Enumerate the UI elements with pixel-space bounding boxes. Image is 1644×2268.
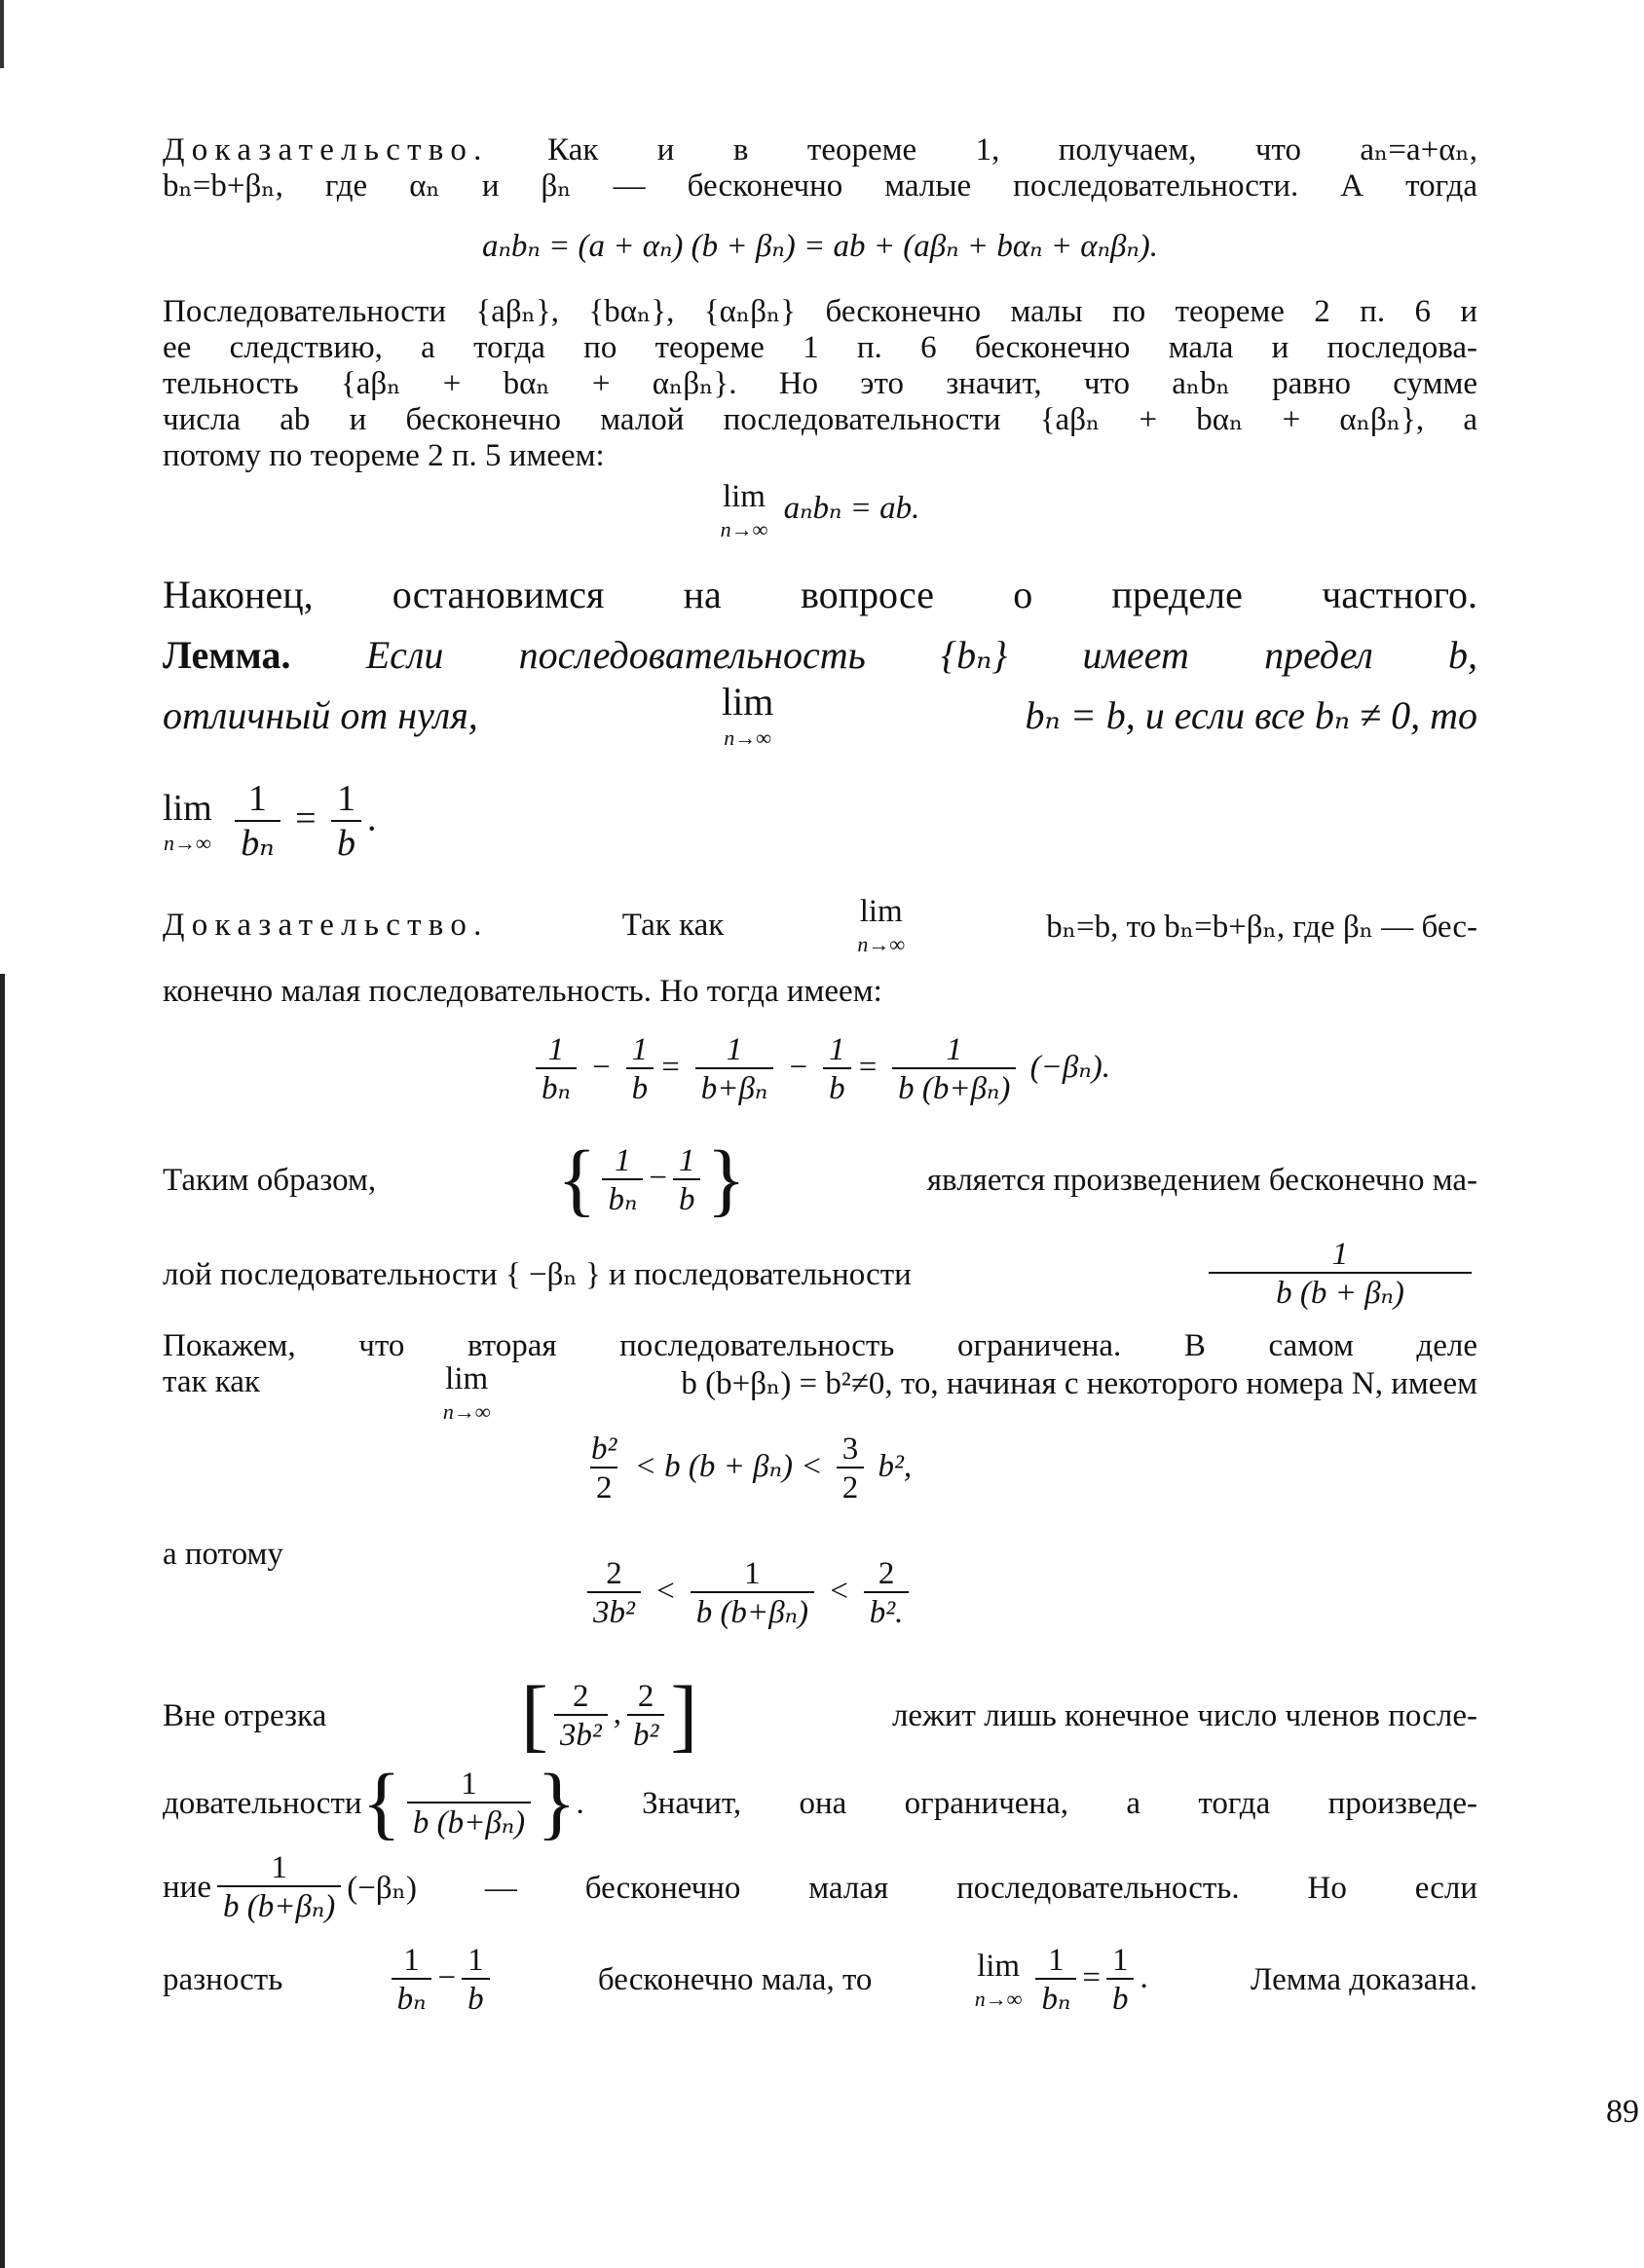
- equation-product: aₙbₙ = (a + αₙ) (b + βₙ) = ab + (aβₙ + bαₙ + αₙβₙ).: [481, 229, 1159, 264]
- proof1-paragraph: [163, 294, 1477, 474]
- equation-difference: $\frac{1}{\text{bₙ}}$ − $\frac{1}{b}$ = $\frac{1}{\text{b+βₙ}}$ − $\frac{1}{b}$ = $\frac{1}{\text{b (b+βₙ)}}$ (−βₙ).: [163, 1032, 1477, 1107]
- binding-mark: [0, 0, 4, 68]
- proof2-line1: Доказательство. Так как lim n→∞ bₙ=b, то bₙ=b+βₙ, где βₙ — бес-: [163, 894, 1477, 956]
- inequality-1: $\frac{\text{b²}}{2}$ < b (b + βₙ) < $\frac{3}{2}$ b²,: [591, 1431, 913, 1506]
- outside-segment-line: Вне отрезка [ $\frac{2}{\text{3b²}}$ , $\frac{2}{\text{b²}}$ ] лежит лишь конечное число членов после-: [163, 1670, 1477, 1761]
- lemma-line2: отличный от нуля, lim n→∞ bₙ = b, и если все bₙ ≠ 0, то: [163, 680, 1477, 750]
- lim-operator: lim n→∞: [974, 1948, 1023, 2011]
- paragraph-line: ее следствию, а тогда по теореме 1 п. 6 бесконечно мала и последова-: [163, 330, 1477, 365]
- paragraph-line: потому по теореме 2 п. 5 имеем:: [163, 438, 605, 473]
- lemma-block: [163, 625, 1478, 750]
- proof-label: Доказательство.: [163, 132, 489, 167]
- bounded-paragraph: Покажем, что вторая последовательность ограничена. В самом деле так как lim n→∞ b (b+βₙ) = b²≠0, то, начиная с некоторого номера N, имеем: [163, 1328, 1477, 1424]
- hence-label: а потому: [163, 1537, 283, 1572]
- lemma-label: Лемма.: [163, 633, 291, 677]
- paragraph-line: тельность {aβₙ + bαₙ + αₙβₙ}. Но это значит, что aₙbₙ равно сумме: [163, 366, 1477, 401]
- section-heading: Наконец, остановимся на вопросе о пределе частного.: [163, 573, 1477, 616]
- lim-operator: lim n→∞: [163, 787, 212, 855]
- proof1-block: [163, 132, 1477, 204]
- thus-line: Таким образом, { $\frac{1}{\text{bₙ}}$ − $\frac{1}{b}$ } является произведением бесконечно ма-: [163, 1134, 1477, 1225]
- fraction-one-over-b: $\frac{1}{b}$: [331, 779, 361, 865]
- product-line: ние $\frac{1}{\text{b (b+βₙ)}}$ (−βₙ) — бесконечно малая последовательность. Но если: [163, 1850, 1477, 1925]
- difference-line: разность $\frac{1}{\text{bₙ}}$ − $\frac{1}{b}$ бесконечно мала, то lim n→∞ $\frac{1}{\text{bₙ}}$ = $\frac{1}{b}$ . Лемма доказана.: [163, 1943, 1477, 2018]
- lemma-text: Если последовательность {bₙ} имеет предел b,: [365, 633, 1478, 677]
- bounded-seq-line: довательности { $\frac{1}{\text{b (b+βₙ)}}$ } . Значит, она ограничена, а тогда произведе-: [163, 1758, 1477, 1848]
- binding-line: [0, 974, 5, 2268]
- page-number: 89: [1606, 2094, 1639, 2130]
- paragraph-line: числа ab и бесконечно малой последовательности {aβₙ + bαₙ + αₙβₙ}, а: [163, 402, 1477, 437]
- inequality-2: $\frac{2}{\text{3b²}}$ < $\frac{1}{\text{b (b+βₙ)}}$ < $\frac{2}{\text{b².}}$: [163, 1556, 1477, 1631]
- lim-operator: lim n→∞: [721, 680, 774, 750]
- proof1-line1: [163, 132, 1477, 168]
- lemma-result: lim n→∞ $\frac{1}{\text{bₙ}}$ = $\frac{1}{b}$ .: [163, 778, 377, 864]
- equation-body: aₙbₙ = ab.: [783, 491, 920, 527]
- proof1-line1-text: Как и в теореме 1, получаем, что aₙ=a+αₙ,: [547, 132, 1478, 167]
- equation-limit-product: [163, 481, 1477, 540]
- lim-operator: lim n→∞: [442, 1361, 491, 1424]
- proof-label: Доказательство.: [163, 908, 489, 943]
- small-seq-line: лой последовательности { −βₙ } и последовательности $\frac{1}{\text{b (b + βₙ)}}$: [163, 1237, 1477, 1312]
- fraction-one-over-bn: $\frac{1}{\text{bₙ}}$: [235, 779, 280, 865]
- proof2-line2: конечно малая последовательность. Но тогда имеем:: [163, 974, 882, 1009]
- lim-operator: lim n→∞: [857, 894, 906, 956]
- lemma-proved: Лемма доказана.: [1251, 1961, 1477, 1997]
- paragraph-line: Последовательности {aβₙ}, {bαₙ}, {αₙβₙ} бесконечно малы по теореме 2 п. 6 и: [163, 294, 1477, 329]
- lim-operator: lim n→∞: [720, 479, 768, 541]
- proof1-line2: bₙ=b+βₙ, где αₙ и βₙ — бесконечно малые последовательности. А тогда: [163, 168, 1477, 204]
- lemma-line1: [163, 625, 1477, 686]
